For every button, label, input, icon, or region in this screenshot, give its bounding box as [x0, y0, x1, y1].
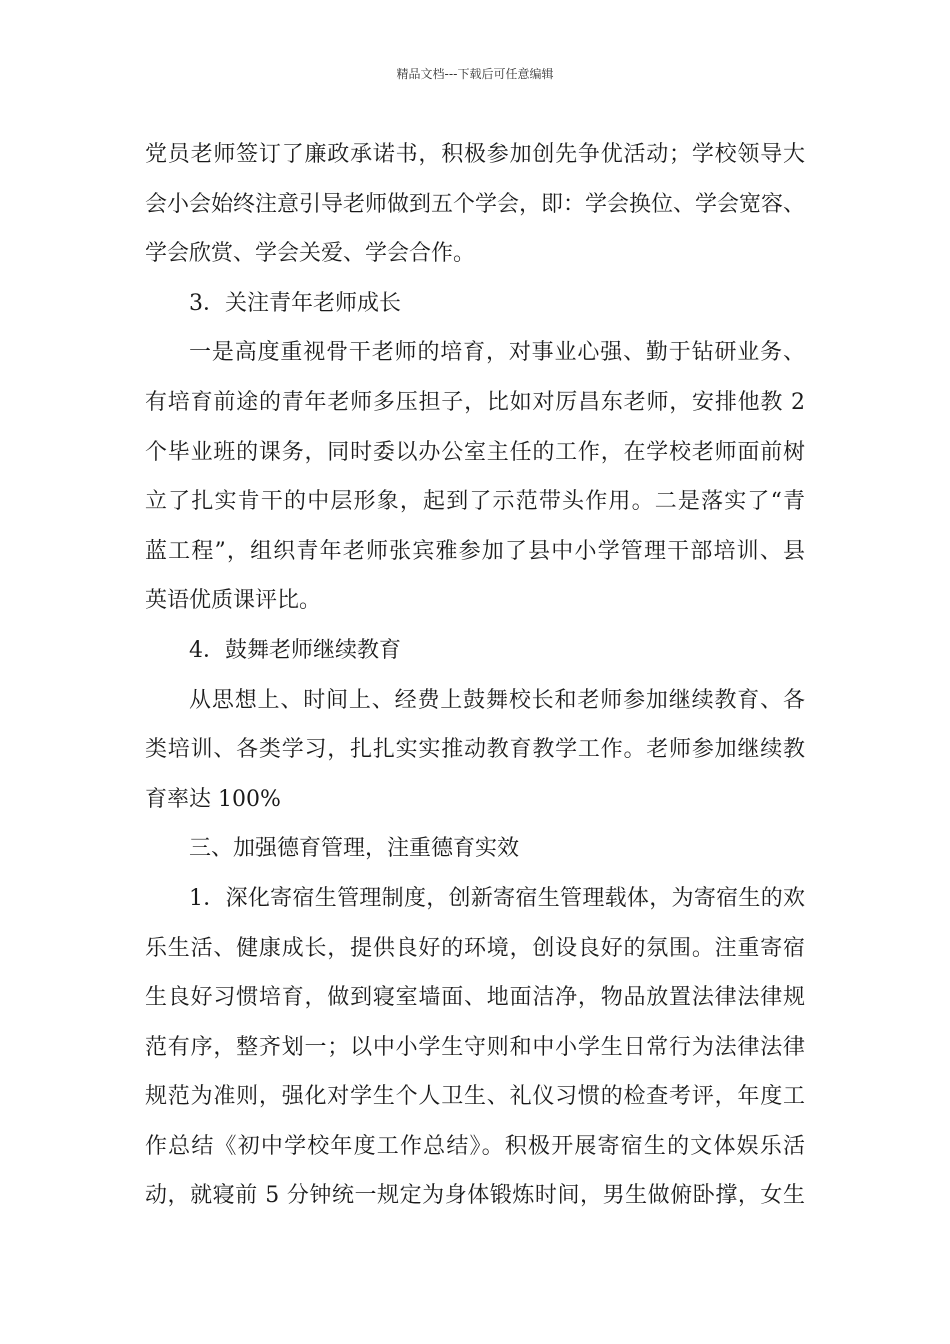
text-line-2: 会小会始终注意引导老师做到五个学会，即：学会换位、学会宽容、 [145, 191, 806, 217]
text-line-7: 个毕业班的课务，同时委以办公室主任的工作，在学校老师面前树 [145, 439, 805, 465]
page-header: 精品文档---下载后可任意编辑 [396, 67, 554, 81]
text-line-20: 规范为准则，强化对学生个人卫生、礼仪习惯的检查考评，年度工 [145, 1084, 805, 1110]
text-line-6: 有培育前途的青年老师多压担子，比如对厉昌东老师，安排他教 2 [145, 389, 805, 415]
document-body [145, 130, 805, 1221]
text-line-17: 乐生活、健康成长，提供良好的环境，创设良好的氛围。注重寄宿 [145, 935, 805, 961]
text-line-21: 作总结《初中学校年度工作总结》。积极开展寄宿生的文体娱乐活 [145, 1133, 805, 1159]
text-line-1: 党员老师签订了廉政承诺书，积极参加创先争优活动；学校领导大 [145, 142, 805, 167]
section-heading-three: 三、加强德育管理，注重德育实效 [189, 836, 520, 862]
text-line-10: 英语优质课评比。 [145, 588, 322, 614]
text-line-9: 蓝工程”，组织青年老师张宾雅参加了县中小学管理干部培训、县 [145, 538, 805, 564]
text-line-5: 一是高度重视骨干老师的培育，对事业心强、勤于钻研业务、 [189, 340, 805, 366]
text-line-8: 立了扎实肯干的中层形象，起到了示范带头作用。二是落实了“青 [145, 489, 805, 515]
text-line-22: 动，就寝前 5 分钟统一规定为身体锻炼时间，男生做俯卧撑，女生 [145, 1183, 805, 1209]
text-line-16: 1．深化寄宿生管理制度，创新寄宿生管理载体，为寄宿生的欢 [189, 885, 805, 911]
section-heading-3: 3．关注青年老师成长 [189, 290, 401, 316]
section-heading-4: 4．鼓舞老师继续教育 [189, 637, 401, 663]
text-line-14: 育率达 100% [145, 786, 281, 812]
text-line-3: 学会欣赏、学会关爱、学会合作。 [145, 241, 476, 267]
text-line-12: 从思想上、时间上、经费上鼓舞校长和老师参加继续教育、各 [189, 687, 805, 713]
text-line-19: 范有序，整齐划一；以中小学生守则和中小学生日常行为法律法律 [145, 1034, 805, 1060]
text-line-18: 生良好习惯培育，做到寝室墙面、地面洁净，物品放置法律法律规 [145, 985, 805, 1011]
text-line-13: 类培训、各类学习，扎扎实实推动教育教学工作。老师参加继续教 [145, 737, 805, 763]
